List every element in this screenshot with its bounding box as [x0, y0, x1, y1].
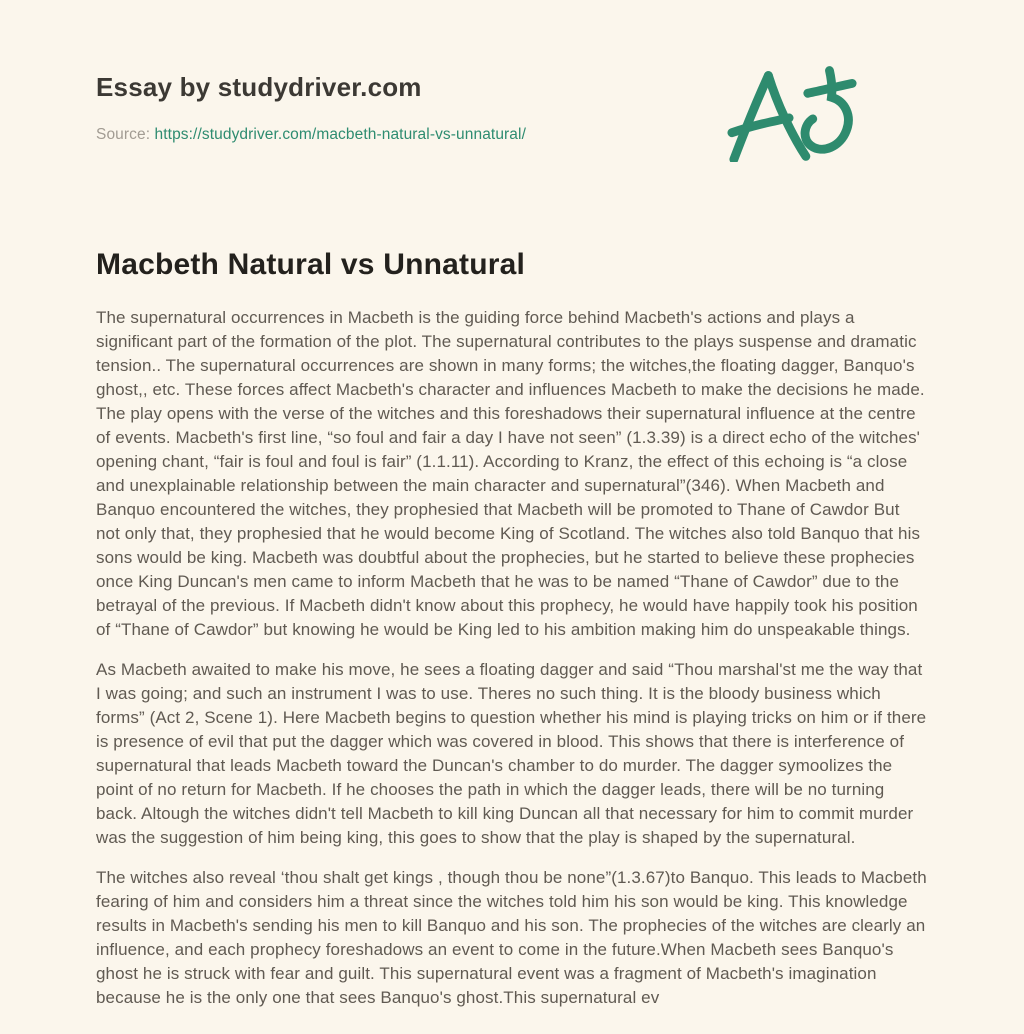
logo-a-left-stroke: [734, 76, 769, 160]
essay-paragraph-1: The supernatural occurrences in Macbeth is the guiding force behind Macbeth's actions and plays a significant part of the formation of the plot. The supernatural contributes to the plays suspense and dramatic tension.. The supernatural occurrences are shown in many forms; the witches,the floating dagger, Banquo's ghost,, etc. These forces affect Macbeth's character and influences Macbeth to make the decisions he made. The play opens with the verse of the witches and this foreshadows their supernatural influence at the centre of events. Macbeth's first line, “so foul and fair a day I have not seen” (1.3.39) is a direct echo of the witches' opening chant, “fair is foul and foul is fair” (1.1.11). According to Kranz, the effect of this echoing is “a close and unexplainable relationship between the main character and supernatural”(346). When Macbeth and Banquo encountered the witches, they prophesied that Macbeth will be promoted to Thane of Cawdor But not only that, they prophesied that he would become King of Scotland. The witches also told Banquo that his sons would be king. Macbeth was doubtful about the prophecies, but he started to believe these prophecies once King Duncan's men came to inform Macbeth that he was to be named “Thane of Cawdor” due to the betrayal of the previous. If Macbeth didn't know about this prophecy, he would have happily took his position of “Thane of Cawdor” but knowing he would be King led to his ambition making him do unspeakable things.: [96, 308, 925, 639]
site-heading: Essay by studydriver.com: [96, 72, 422, 102]
essay-title: Macbeth Natural vs Unnatural: [96, 248, 526, 281]
source-link[interactable]: [155, 126, 526, 143]
essay-body: [96, 306, 928, 1010]
page-header: [96, 0, 928, 144]
a-plus-logo-icon: [726, 62, 864, 162]
source-label: Source:: [96, 126, 151, 143]
essay-paragraph-3: The witches also reveal ‘thou shalt get kings , though thou be none”(1.3.67)to Banquo. This leads to Macbeth fearing of him and considers him a threat since the witches told him his son would be king. This knowledge results in Macbeth's sending his men to kill Banquo and his son. The prophecies of the witches are clearly an influence, and each prophecy foreshadows an event to come in the future.When Macbeth sees Banquo's ghost he is struck with fear and guilt. This supernatural event was a fragment of Macbeth's imagination because he is the only one that sees Banquo's ghost.This supernatural ev: [96, 868, 927, 1007]
logo-a-crossbar-stroke: [732, 118, 789, 133]
essay-paragraph-2: As Macbeth awaited to make his move, he sees a floating dagger and said “Thou marshal'st me the way that I was going; and such an instrument I was to use. Theres no such thing. It is the bloody business which forms” (Act 2, Scene 1). Here Macbeth begins to question whether his mind is playing tricks on him or if there is presence of evil that put the dagger which was covered in blood. This shows that there is interference of supernatural that leads Macbeth toward the Duncan's chamber to do murder. The dagger symoolizes the point of no return for Macbeth. If he chooses the path in which the dagger leads, there will be no turning back. Altough the witches didn't tell Macbeth to kill king Duncan all that necessary for him to commit murder was the suggestion of him being king, this goes to show that the play is shaped by the supernatural.: [96, 660, 927, 847]
source-url-text: https://studydriver.com/macbeth-natural-vs-unnatural/: [154, 126, 526, 143]
